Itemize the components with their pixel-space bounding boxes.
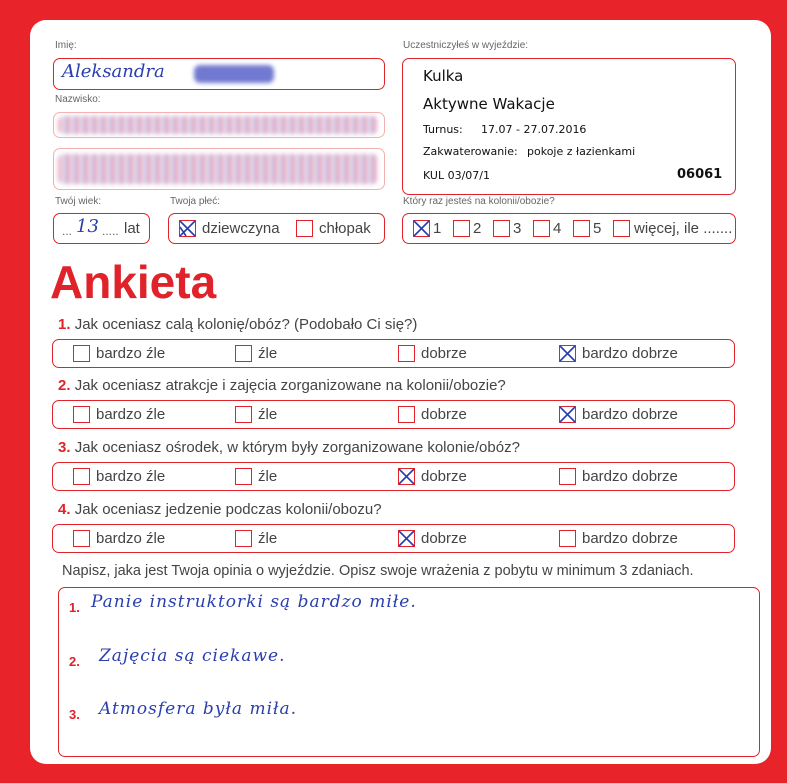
times-option-5: 5 (593, 220, 602, 237)
answer-option-label: dobrze (421, 406, 467, 423)
answer-checkbox[interactable] (559, 345, 576, 362)
times-option-more: więcej, ile ....... (634, 220, 733, 237)
check-mark-icon (178, 219, 197, 238)
question-number: 4. (58, 501, 71, 518)
answer-row-2 (52, 400, 735, 429)
answer-checkbox[interactable] (235, 468, 252, 485)
age-dots-left: ... (62, 224, 73, 238)
survey-sheet (30, 20, 771, 764)
times-option-2: 2 (473, 220, 482, 237)
opinion-num-1: 1. (69, 600, 80, 615)
answer-option-label: bardzo źle (96, 406, 166, 423)
question-text: Jak oceniasz atrakcje i zajęcia zorganizowane na kolonii/obozie? (74, 377, 506, 394)
check-mark-icon (558, 405, 577, 424)
answer-option-label: dobrze (421, 468, 467, 485)
times-checkbox-3[interactable] (493, 220, 510, 237)
answer-option-label: bardzo dobrze (582, 345, 678, 362)
name-label: Imię: (55, 40, 77, 51)
age-field[interactable] (53, 213, 150, 244)
camp-program: Aktywne Wakacje (423, 95, 555, 113)
times-checkbox-2[interactable] (453, 220, 470, 237)
question-text: Jak oceniasz ośrodek, w którym były zorganizowane kolonie/obóz? (74, 439, 520, 456)
camp-info-box (402, 58, 736, 195)
question-4 (58, 501, 382, 518)
accommodation-value: pokoje z łazienkami (527, 145, 636, 158)
opinion-box[interactable] (58, 587, 760, 757)
times-checkbox-5[interactable] (573, 220, 590, 237)
answer-checkbox[interactable] (73, 406, 90, 423)
check-mark-icon (397, 529, 416, 548)
answer-checkbox[interactable] (235, 345, 252, 362)
answer-checkbox[interactable] (559, 406, 576, 423)
answer-option-label: dobrze (421, 345, 467, 362)
check-mark-icon (558, 344, 577, 363)
gender-checkbox-boy[interactable] (296, 220, 313, 237)
times-checkbox-more[interactable] (613, 220, 630, 237)
answer-checkbox[interactable] (559, 468, 576, 485)
check-mark-icon (412, 219, 431, 238)
address-field[interactable] (53, 148, 385, 190)
question-number: 2. (58, 377, 71, 394)
accommodation-label: Zakwaterowanie: (423, 145, 518, 158)
name-value: Aleksandra (62, 61, 165, 82)
age-dots-right: ..... (102, 224, 119, 238)
answer-option-label: bardzo dobrze (582, 468, 678, 485)
answer-checkbox[interactable] (73, 468, 90, 485)
times-checkbox-1[interactable] (413, 220, 430, 237)
question-text: Jak oceniasz jedzenie podczas kolonii/obozu? (74, 501, 382, 518)
question-number: 1. (58, 316, 71, 333)
answer-checkbox[interactable] (398, 468, 415, 485)
gender-option-girl: dziewczyna (202, 220, 280, 237)
camp-name: Kulka (423, 67, 464, 85)
answer-option-label: źle (258, 406, 278, 423)
answer-row-3 (52, 462, 735, 491)
answer-option-label: źle (258, 468, 278, 485)
surname-label: Nazwisko: (55, 94, 101, 105)
answer-checkbox[interactable] (398, 530, 415, 547)
answer-option-label: bardzo źle (96, 530, 166, 547)
answer-option-label: dobrze (421, 530, 467, 547)
answer-checkbox[interactable] (559, 530, 576, 547)
answer-option-label: bardzo dobrze (582, 530, 678, 547)
redacted-address (58, 154, 378, 184)
opinion-num-3: 3. (69, 707, 80, 722)
age-value: 13 (76, 216, 99, 237)
question-number: 3. (58, 439, 71, 456)
redacted-surname (58, 116, 378, 134)
age-label: Twój wiek: (55, 196, 102, 207)
question-2 (58, 377, 506, 394)
times-label: Który raz jesteś na kolonii/obozie? (403, 196, 555, 207)
times-checkbox-4[interactable] (533, 220, 550, 237)
times-option-4: 4 (553, 220, 562, 237)
opinion-num-2: 2. (69, 654, 80, 669)
form-title: Ankieta (50, 256, 217, 308)
answer-checkbox[interactable] (398, 406, 415, 423)
answer-option-label: źle (258, 530, 278, 547)
answer-checkbox[interactable] (235, 406, 252, 423)
answer-checkbox[interactable] (398, 345, 415, 362)
question-1 (58, 316, 417, 333)
gender-checkbox-girl[interactable] (179, 220, 196, 237)
redacted-scribble (194, 65, 274, 83)
question-text: Jak oceniasz calą kolonię/obóz? (Podobało Ci się?) (74, 316, 418, 333)
question-3 (58, 439, 520, 456)
opinion-line-3: Atmosfera była miła. (99, 699, 298, 719)
answer-option-label: bardzo dobrze (582, 406, 678, 423)
times-option-3: 3 (513, 220, 522, 237)
answer-checkbox[interactable] (73, 345, 90, 362)
gender-label: Twoja płeć: (170, 196, 221, 207)
opinion-line-1: Panie instruktorki są bardzo miłe. (91, 592, 417, 612)
answer-option-label: bardzo źle (96, 468, 166, 485)
gender-field (168, 213, 385, 244)
answer-option-label: źle (258, 345, 278, 362)
turnus-label: Turnus: (423, 123, 463, 136)
opinion-prompt: Napisz, jaka jest Twoja opinia o wyjeździe. Opisz swoje wrażenia z pobytu w minimum 3 zdaniach. (62, 563, 694, 579)
participant-label: Uczestniczyłeś w wyjeździe: (403, 40, 529, 51)
turnus-value: 17.07 - 27.07.2016 (481, 123, 587, 136)
answer-row-4 (52, 524, 735, 553)
check-mark-icon (397, 467, 416, 486)
answer-option-label: bardzo źle (96, 345, 166, 362)
age-unit: lat (124, 220, 140, 237)
surname-field[interactable] (53, 112, 385, 138)
gender-option-boy: chłopak (319, 220, 371, 237)
name-field[interactable] (53, 58, 385, 90)
opinion-line-2: Zajęcia są ciekawe. (99, 646, 286, 666)
times-field (402, 213, 736, 244)
answer-checkbox[interactable] (235, 530, 252, 547)
answer-checkbox[interactable] (73, 530, 90, 547)
times-option-1: 1 (433, 220, 442, 237)
camp-number: 06061 (677, 167, 723, 182)
answer-row-1 (52, 339, 735, 368)
camp-code: KUL 03/07/1 (423, 169, 490, 182)
